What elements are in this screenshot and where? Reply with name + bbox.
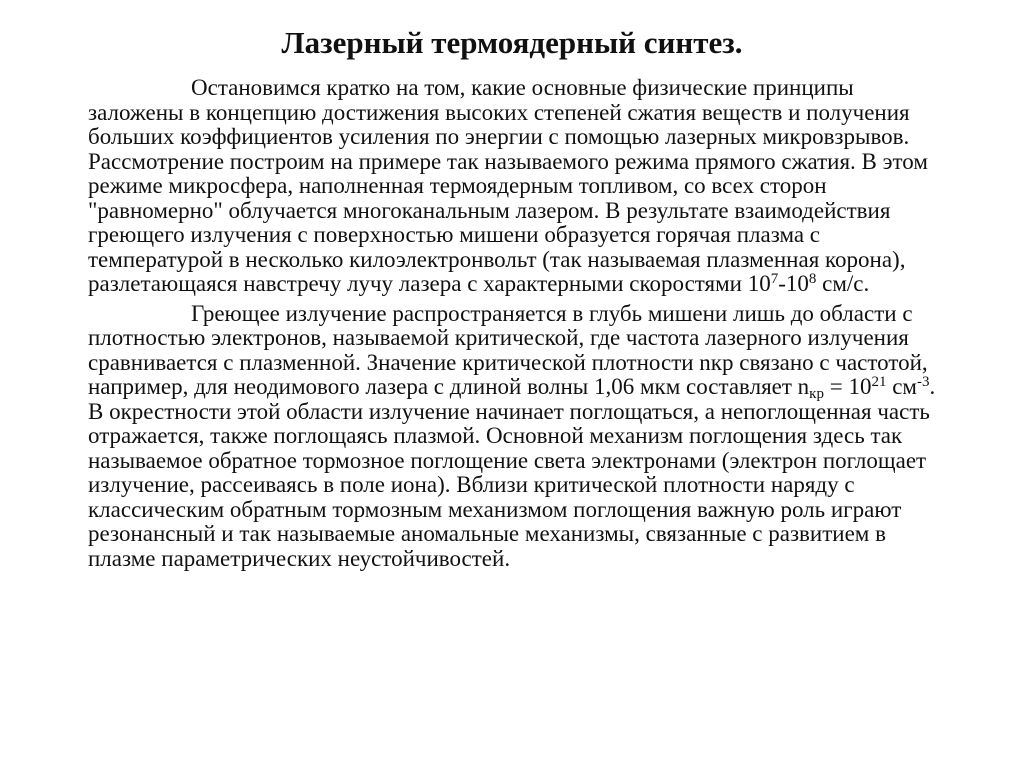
n-subscript: кр <box>809 386 824 402</box>
paragraph-2-end: . В окрестности этой области излучение начинает поглощаться, а непоглощенная часть отражается, также поглощаясь плазмой. Основной механизм поглощения здесь так называемое обратное тормозное поглощение света электронами (электрон поглощает излучение, рассеиваясь в поле иона). Вблизи критической плотности наряду с классическим обратным тормозным механизмом поглощения важную роль играют резонансный и так называемые аномальные механизмы, связанные с развитием в плазме параметрических неустойчивостей. <box>88 374 936 571</box>
equation-exponent: 21 <box>871 374 887 390</box>
exponent-7: 7 <box>770 271 779 287</box>
paragraph-2 <box>88 302 936 572</box>
unit-text: см <box>886 374 917 399</box>
exponent-8: 8 <box>808 271 817 287</box>
unit-exponent: -3 <box>916 374 930 390</box>
paragraph-1-end: см/с. <box>816 271 870 296</box>
slide-body <box>88 76 936 576</box>
equation-text: = 10 <box>823 374 872 399</box>
paragraph-1 <box>88 76 936 297</box>
dash-ten: -10 <box>778 271 809 296</box>
paragraph-2-text: Греющее излучение распространяется в глубь мишени лишь до области с плотностью электронов, называемой критической, где частота лазерного излучения сравнивается с плазменной. Значение критической плотности nкр связано с частотой, например, для неодимового лазера с длиной волны 1,06 мкм составляет n <box>88 300 928 399</box>
paragraph-1-text: Остановимся кратко на том, какие основные физические принципы заложены в концепцию достижения высоких степеней сжатия веществ и получения больших коэффициентов усиления по энергии с помощью лазерных микровзрывов. Рассмотрение построим на примере так называемого режима прямого сжатия. В этом режиме микросфера, наполненная термоядерным топливом, со всех сторон "равномерно" облучается многоканальным лазером. В результате взаимодействия греющего излучения с поверхностью мишени образуется горячая плазма с температурой в несколько килоэлектронвольт (так называемая плазменная корона), разлетающаяся навстречу лучу лазера с характерными скоростями 10 <box>88 75 928 296</box>
slide-title: Лазерный термоядерный синтез. <box>281 25 743 60</box>
